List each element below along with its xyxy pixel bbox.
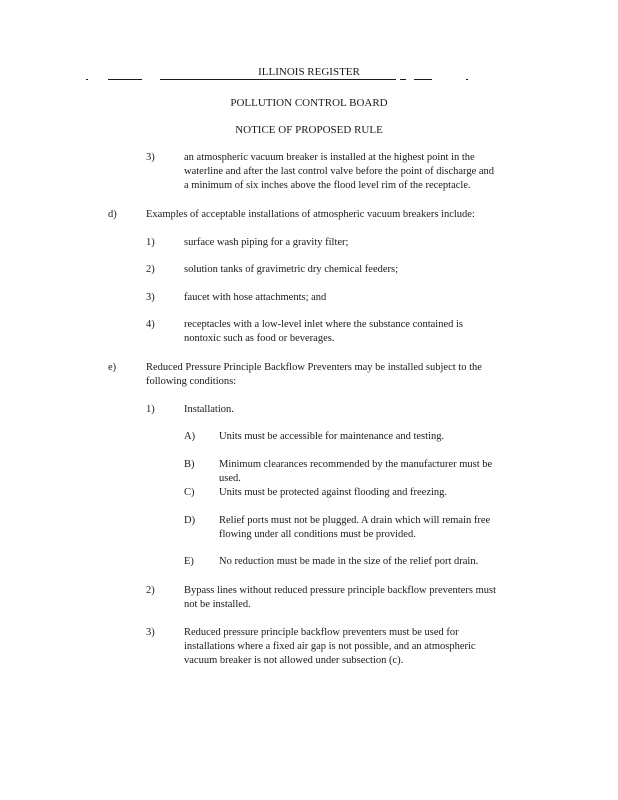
item-d2-text: solution tanks of gravimetric dry chemical feeders; [184,264,399,275]
item-d-text: Examples of acceptable installations of atmospheric vacuum breakers include: [146,209,475,220]
agency-title: POLLUTION CONTROL BOARD [230,97,388,109]
item-e1C-text: Units must be protected against flooding and freezing. [219,487,448,498]
header-dot-1 [86,79,88,80]
item-e2-num: 2) [146,585,155,596]
header-dot-2 [466,79,468,80]
item-e1A-text: Units must be accessible for maintenance and testing. [219,431,445,442]
item-e3-line-1: Reduced pressure principle backflow preventers must be used for [184,627,459,638]
item-d4-line-2: nontoxic such as food or beverages. [184,333,335,344]
item-e3-line-3: vacuum breaker is not allowed under subsection (c). [184,655,404,666]
item-d1-num: 1) [146,237,155,248]
header-rule-2 [160,79,396,80]
item-e1B-num: B) [184,459,195,470]
item-e1D-line-2: flowing under all conditions must be provided. [219,529,416,540]
item-c3-line-3: a minimum of six inches above the flood level rim of the receptacle. [184,180,471,191]
item-c3-line-2: waterline and after the last control valve before the point of discharge and [184,166,495,177]
item-e1-num: 1) [146,404,155,415]
item-d3-num: 3) [146,292,155,303]
item-e3-num: 3) [146,627,155,638]
item-e1C-num: C) [184,487,195,498]
item-d3-text: faucet with hose attachments; and [184,292,327,303]
item-d4-line-1: receptacles with a low-level inlet where the substance contained is [184,319,464,330]
item-e1B-line-1: Minimum clearances recommended by the manufacturer must be [219,459,493,470]
item-e3-line-2: installations where a fixed air gap is not possible, and an atmospheric [184,641,476,652]
item-e1B-line-2: used. [219,473,241,484]
item-e2-line-2: not be installed. [184,599,251,610]
item-e1D-line-1: Relief ports must not be plugged. A drain which will remain free [219,515,491,526]
item-e-line-1: Reduced Pressure Principle Backflow Preventers may be installed subject to the [146,362,482,373]
item-c3-num: 3) [146,152,155,163]
item-c3-line-1: an atmospheric vacuum breaker is installed at the highest point in the [184,152,475,163]
item-e-line-2: following conditions: [146,376,237,387]
item-d4-num: 4) [146,319,155,330]
item-d-num: d) [108,209,117,220]
register-title: ILLINOIS REGISTER [258,66,360,78]
item-e1E-text: No reduction must be made in the size of the relief port drain. [219,556,479,567]
notice-title: NOTICE OF PROPOSED RULE [235,124,383,136]
header-rule-4 [414,79,432,80]
item-e1D-num: D) [184,515,196,526]
item-d2-num: 2) [146,264,155,275]
item-e1E-num: E) [184,556,194,567]
item-d1-text: surface wash piping for a gravity filter; [184,237,349,248]
item-e1-text: Installation. [184,404,234,415]
item-e2-line-1: Bypass lines without reduced pressure principle backflow preventers must [184,585,497,596]
header-rule-3 [400,79,406,80]
item-e1A-num: A) [184,431,196,442]
header-rule-1 [108,79,142,80]
item-e-num: e) [108,362,117,373]
